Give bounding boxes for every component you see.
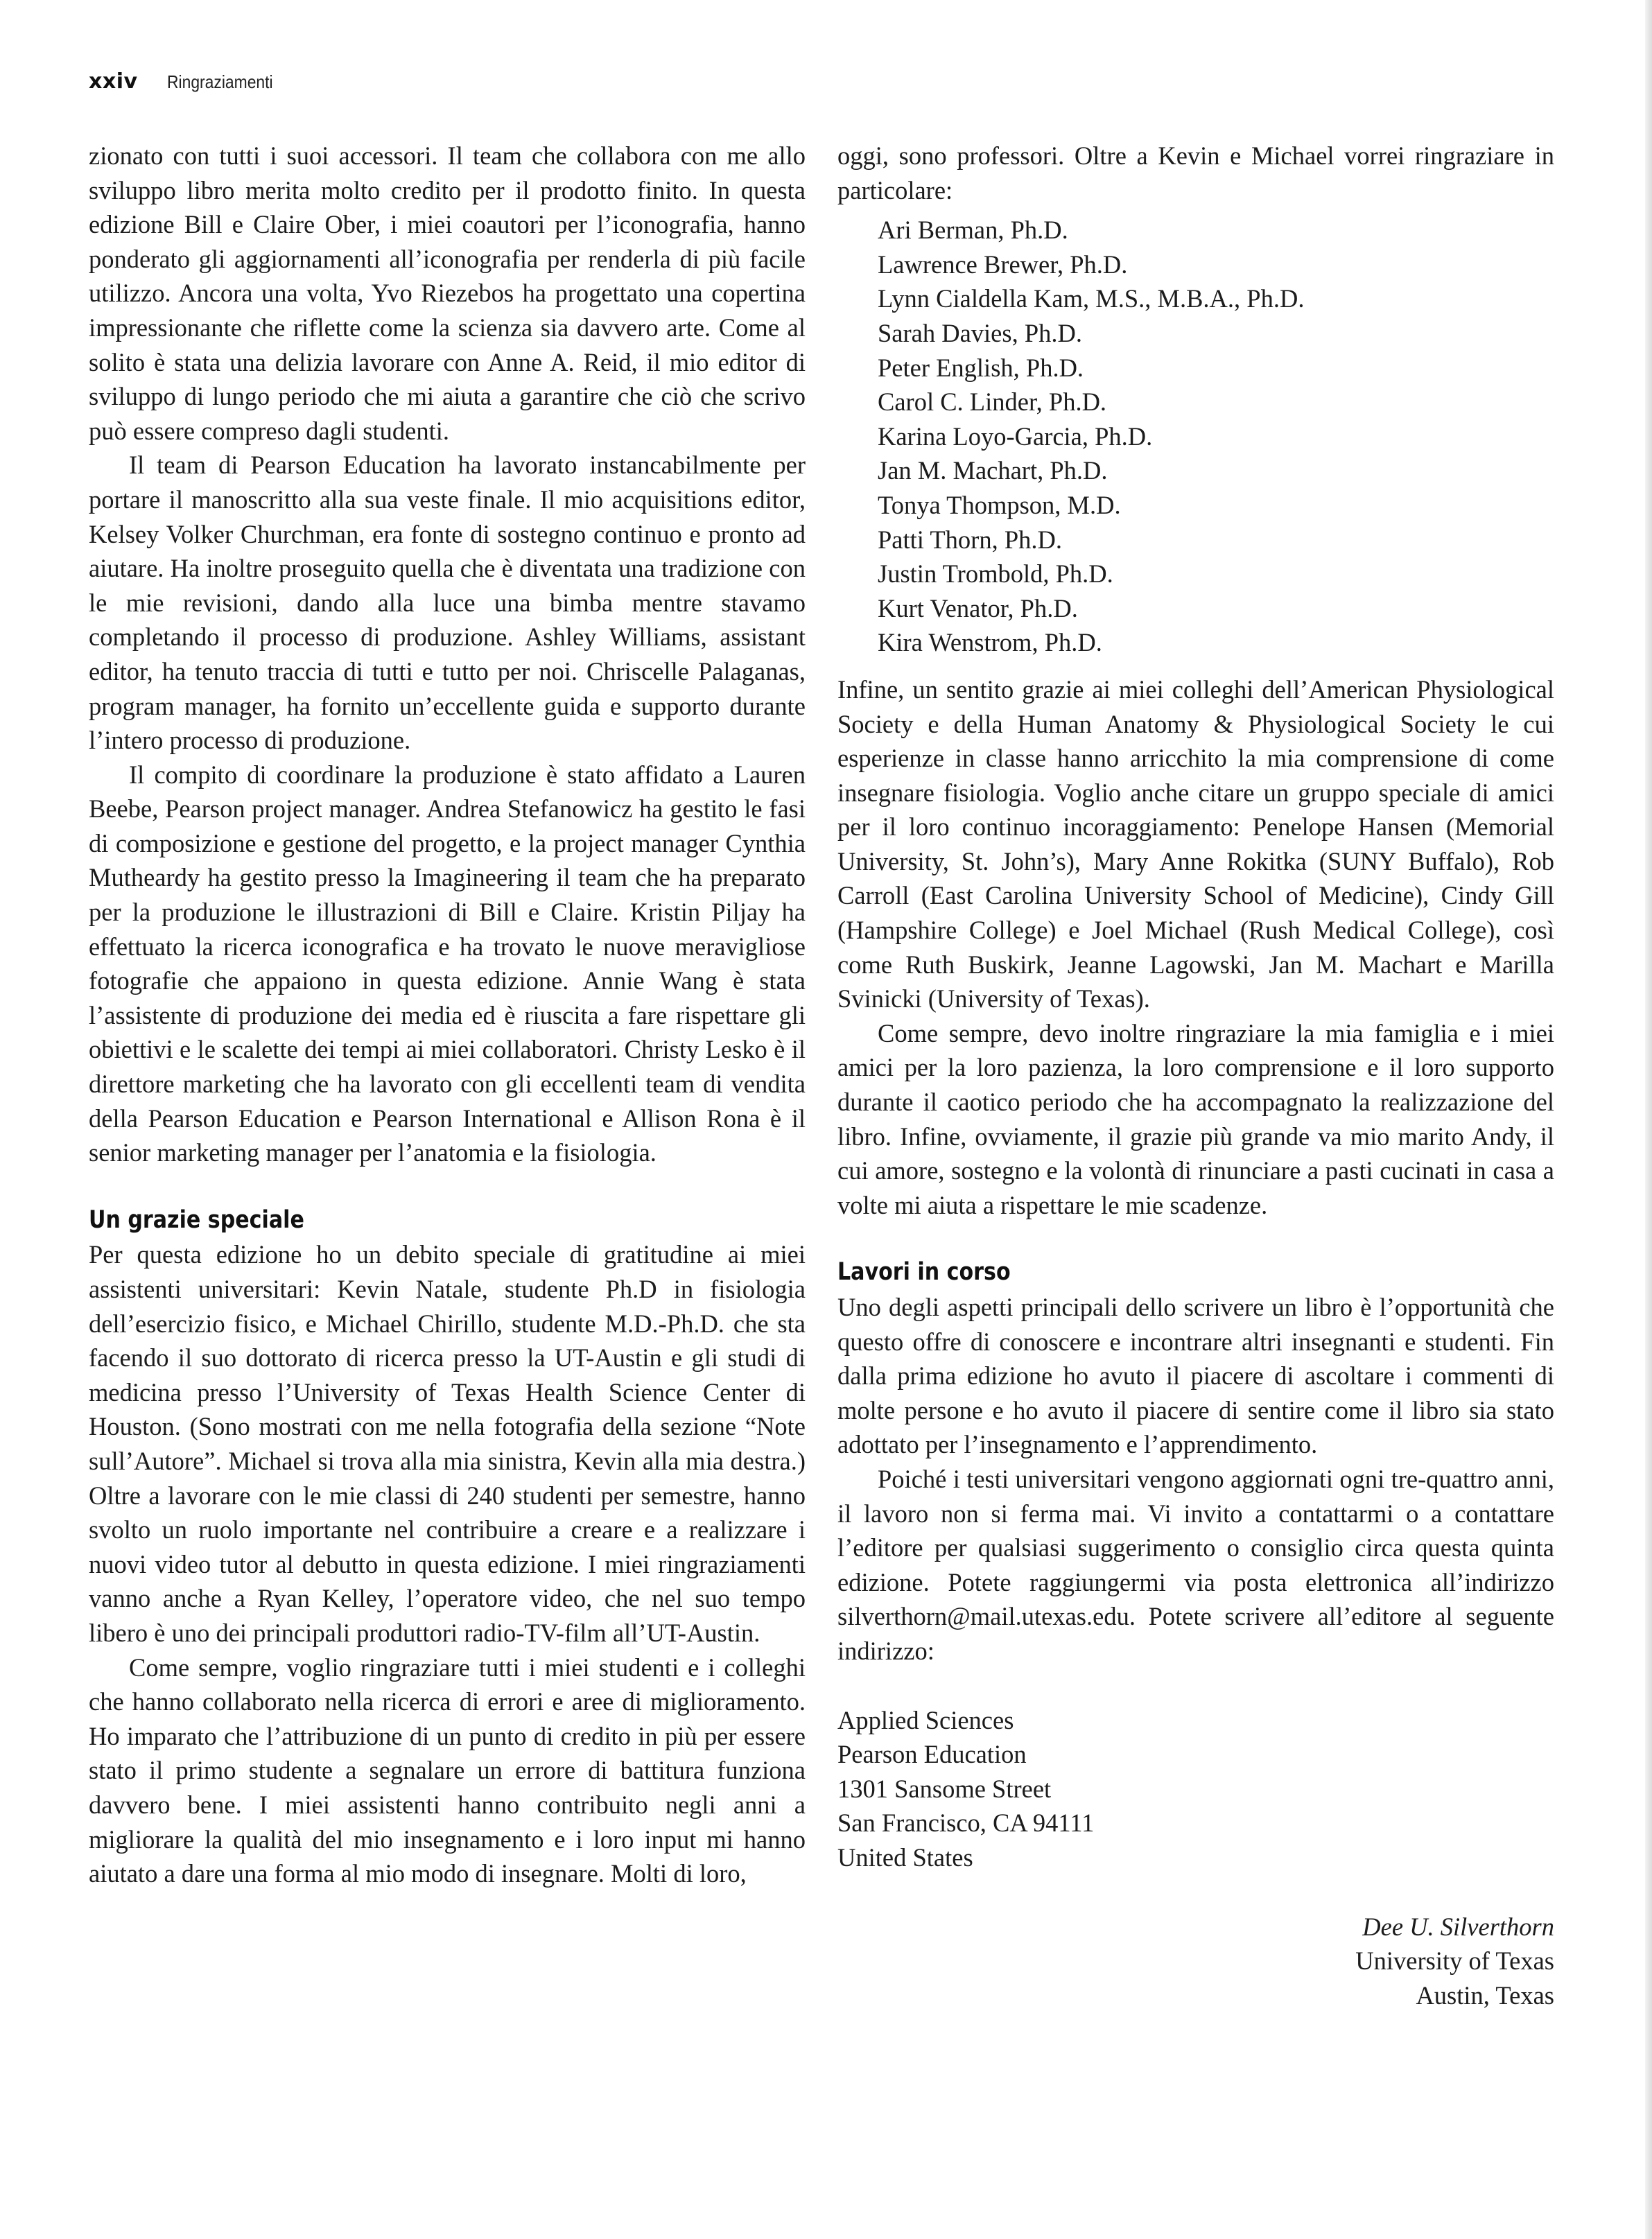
paragraph: Come sempre, devo inoltre ringraziare la mia famiglia e i miei amici per la loro pazienza, la loro comprensione e il loro supporto durante il caotico periodo che ha accompagnato la realizzazione del libro. Infine, ovviamente, il grazie più grande va mio marito Andy, il cui amore, sostegno e la volontà di rinunciare a pasti cucinati in casa a volte mi aiuta a rispettare le mie scadenze. (837, 1018, 1554, 1219)
section-heading-lavori-in-corso: Lavori in corso (837, 1258, 1011, 1287)
list-item: Tonya Thompson, M.D. (878, 490, 1121, 519)
list-item: Karina Loyo-Garcia, Ph.D. (878, 421, 1153, 451)
list-item: Peter English, Ph.D. (878, 353, 1084, 382)
paragraph: Il compito di coordinare la produzione è stato affidato a Lauren Beebe, Pearson project manager. Andrea Stefanowicz ha gestito le fasi di composizione e gestione del progetto, e la project manager Cynthia Mutheardy ha gestito presso la Imagineering il team che ha preparato per la produzione le illustrazioni di Bill e Claire. Kristin Piljay ha effettuato la ricerca iconografica e ha trovato le nuove meravigliose fotografie che appaiono in questa edizione. Annie Wang è stata l’assistente di produzione dei media ed è riuscita a fare rispettare gli obiettivi e le scalette dei tempi ai miei collaboratori. Christy Lesko è il direttore marketing che ha lavorato con gli eccellenti team di vendita della Pearson Education e Pearson International e Allison Rona è il senior marketing manager per l’anatomia e la fisiologia. (89, 760, 806, 1167)
paragraph: Poiché i testi universitari vengono aggiornati ogni tre-quattro anni, il lavoro non si ferma mai. Vi invito a contattarmi o a contattare l’editore per qualsiasi suggerimento o consiglio circa questa quinta edizione. Potete raggiungermi via posta elettronica all’indirizzo silverthorn@mail.utexas.edu. Potete scrivere all’editore al seguente indirizzo: (837, 1464, 1554, 1665)
paragraph: zionato con tutti i suoi accessori. Il team che collabora con me allo sviluppo libro merita molto credito per il prodotto finito. In questa edizione Bill e Claire Ober, i miei coautori per l’iconografia, hanno ponderato gli aggiornamenti all’iconografia per renderla di più facile utilizzo. Ancora una volta, Yvo Riezebos ha progettato una copertina impressionante che riflette come la scienza sia davvero arte. Come al solito è stata una delizia lavorare con Anne A. Reid, il mio editor di sviluppo di lungo periodo che mi aiuta a garantire che ciò che scrivo può essere compreso dagli studenti. (89, 141, 806, 445)
paragraph: Il team di Pearson Education ha lavorato instancabilmente per portare il manoscritto alla sua veste finale. Il mio acquisitions editor, Kelsey Volker Churchman, era fonte di sostegno continuo e pronto ad aiutare. Ha inoltre proseguito quella che è diventata una tradizione con le mie revisioni, dando alla luce una bimba mentre stavamo completando il processo di produzione. Ashley Williams, assistant editor, ha tenuto traccia di tutti e tutto per noi. Chriscelle Palaganas, program manager, ha fornito un’eccellente guida e supporto durante l’intero processo di produzione. (89, 451, 806, 755)
left-column (89, 139, 806, 1891)
right-column (837, 139, 1554, 2012)
page-number: xxiv (89, 69, 138, 94)
list-item: Justin Trombold, Ph.D. (878, 559, 1113, 589)
page-edge-shadow (1645, 0, 1652, 2239)
list-item: Lawrence Brewer, Ph.D. (878, 250, 1128, 279)
author-location: Austin, Texas (1416, 1980, 1554, 2010)
address-line: Applied Sciences (837, 1705, 1014, 1734)
list-item: Patti Thorn, Ph.D. (878, 525, 1062, 554)
paragraph: Come sempre, voglio ringraziare tutti i miei studenti e i colleghi che hanno collaborato nella ricerca di errori e aree di miglioramento. Ho imparato che l’attribuzione di un punto di credito in più per essere stato il primo studente a segnalare un errore di battitura funziona davvero bene. I miei assistenti hanno contribuito negli anni a migliorare la qualità del mio insegnamento e i loro input mi hanno aiutato a dare una forma al mio modo di insegnare. Molti di loro, (89, 1653, 806, 1888)
paragraph: Uno degli aspetti principali dello scrivere un libro è l’opportunità che questo offre di conoscere e incontrare altri insegnanti e studenti. Fin dalla prima edizione ho avuto il piacere di ascoltare i commenti di molte persone e ho avuto il piacere di sentire come il libro sia stato adottato per l’insegnamento e l’apprendimento. (837, 1293, 1554, 1459)
section-heading-un-grazie-speciale: Un grazie speciale (89, 1205, 304, 1234)
address-line: 1301 Sansome Street (837, 1774, 1052, 1803)
publisher-address (837, 1703, 1554, 1875)
list-item: Ari Berman, Ph.D. (878, 216, 1068, 245)
list-item: Jan M. Machart, Ph.D. (878, 456, 1108, 485)
author-name: Dee U. Silverthorn (1362, 1912, 1554, 1941)
list-item: Kurt Venator, Ph.D. (878, 593, 1078, 622)
author-affiliation: University of Texas (1355, 1946, 1554, 1976)
list-item: Kira Wenstrom, Ph.D. (878, 628, 1102, 657)
running-head-title: Ringraziamenti (166, 71, 273, 92)
author-signature-block (837, 1910, 1554, 2013)
list-item: Lynn Cialdella Kam, M.S., M.B.A., Ph.D. (878, 284, 1305, 313)
acknowledged-names-list (878, 213, 1554, 660)
list-item: Sarah Davies, Ph.D. (878, 318, 1082, 347)
paragraph: oggi, sono professori. Oltre a Kevin e Michael vorrei ringraziare in particolare: (837, 141, 1554, 204)
paragraph: Infine, un sentito grazie ai miei colleghi dell’American Physiological Society e della Human Anatomy & Physiological Society le cui esperienze in classe hanno arricchito la mia comprensione di come insegnare fisiologia. Voglio anche citare un gruppo speciale di amici per il loro continuo incoraggiamento: Penelope Hansen (Memorial University, St. John’s), Mary Anne Rokitka (SUNY Buffalo), Rob Carroll (East Carolina University School of Medicine), Cindy Gill (Hampshire College) e Joel Michael (Rush Medical College), così come Ruth Buskirk, Jeanne Lagowski, Jan M. Machart e Marilla Svinicki (University of Texas). (837, 674, 1554, 1013)
running-head (89, 69, 287, 104)
address-line: San Francisco, CA 94111 (837, 1809, 1095, 1838)
address-line: Pearson Education (837, 1740, 1027, 1769)
paragraph: Per questa edizione ho un debito speciale di gratitudine ai miei assistenti universitari: Kevin Natale, studente Ph.D in fisiologia dell’esercizio fisico, e Michael Chirillo, studente M.D.-Ph.D. che sta facendo il suo dottorato di ricerca presso la UT-Austin e gli studi di medicina presso l’University of Texas Health Science Center di Houston. (Sono mostrati con me nella fotografia della sezione “Note sull’Autore”. Michael si trova alla mia sinistra, Kevin alla mia destra.) Oltre a lavorare con le mie classi di 240 studenti per semestre, hanno svolto un ruolo importante nel contribuire a creare e a realizzare i nuovi video tutor al debutto in questa edizione. I miei ringraziamenti vanno anche a Ryan Kelley, l’operatore video, che nel suo tempo libero è uno dei principali produttori radio-TV-film all’UT-Austin. (89, 1240, 806, 1647)
list-item: Carol C. Linder, Ph.D. (878, 387, 1107, 417)
address-line: United States (837, 1842, 973, 1872)
